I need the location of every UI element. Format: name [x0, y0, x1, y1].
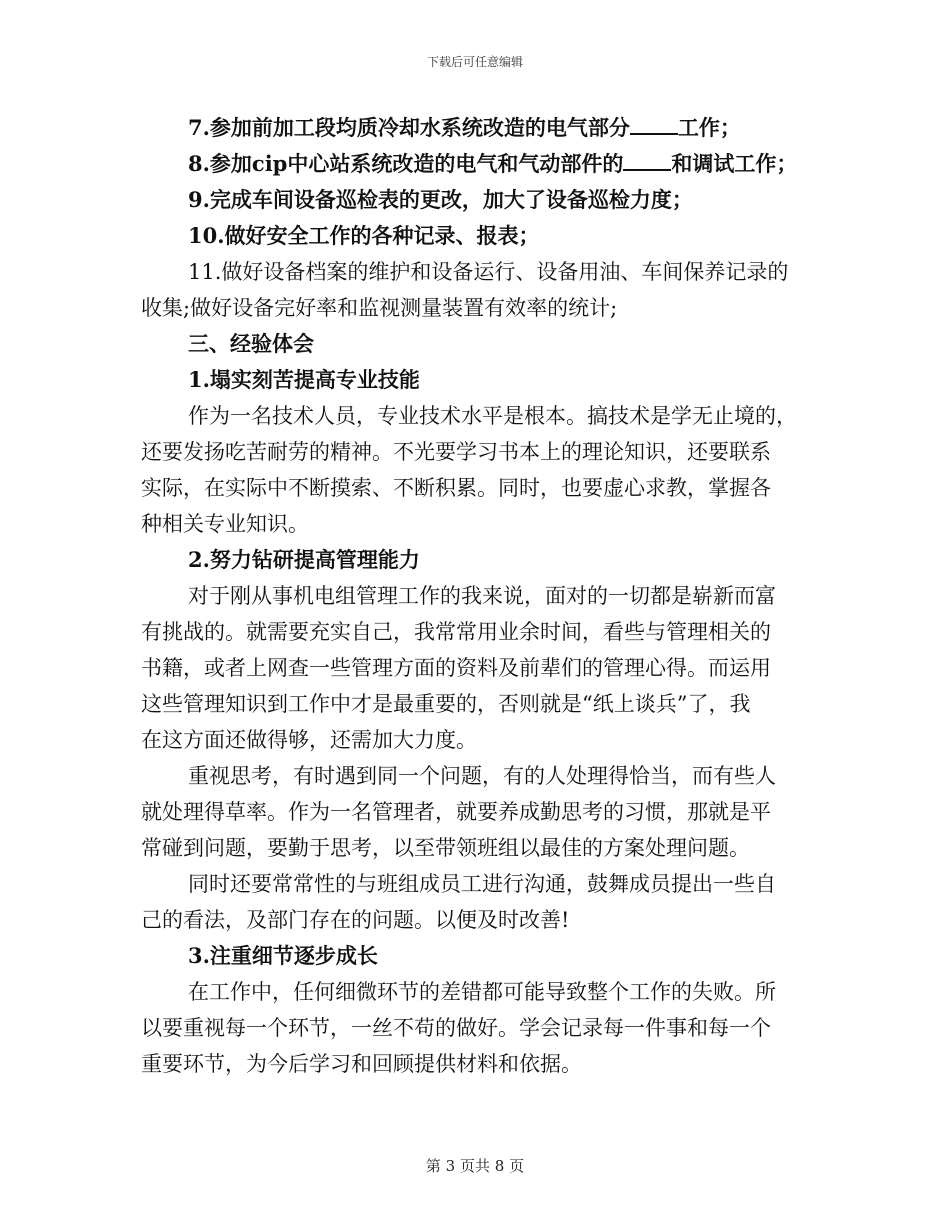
list-item-11-line-2: 收集;做好设备完好率和监视测量装置有效率的统计;	[141, 296, 618, 320]
paragraph-line: 就处理得草率。作为一名管理者，就要养成勤思考的习惯，那就是平	[141, 800, 771, 824]
paragraph-line: 种相关专业知识。	[141, 512, 309, 536]
list-item-11-line-1: 11.做好设备档案的维护和设备运行、设备用油、车间保养记录的	[188, 260, 789, 284]
page-header-note: 下载后可任意编辑	[426, 55, 523, 69]
paragraph-line: 同时还要常常性的与班组成员工进行沟通，鼓舞成员提出一些自	[188, 872, 776, 896]
paragraph-line: 在工作中，任何细微环节的差错都可能导致整个工作的失败。所	[188, 980, 776, 1004]
paragraph-line: 己的看法，及部门存在的问题。以便及时改善!	[141, 908, 570, 932]
page-number: 第 3 页共 8 页	[425, 1157, 525, 1175]
list-item-8-tail: 和调试工作；	[671, 151, 798, 176]
paragraph-line: 这些管理知识到工作中才是最重要的，否则就是“纸上谈兵”了，我	[141, 692, 751, 716]
list-item-8	[141, 146, 809, 182]
fill-blank	[630, 115, 678, 135]
paragraph-line: 常碰到问题，要勤于思考，以至带领班组以最佳的方案处理问题。	[141, 836, 750, 860]
paragraph-line: 在这方面还做得够，还需加大力度。	[141, 728, 477, 752]
paragraph-line: 重要环节，为今后学习和回顾提供材料和依据。	[141, 1052, 582, 1076]
list-item-8-text: 8.参加cip中心站系统改造的电气和气动部件的	[188, 151, 624, 176]
list-item-7-text: 7.参加前加工段均质冷却水系统改造的电气部分	[188, 115, 630, 140]
fill-blank	[623, 151, 671, 171]
paragraph-line: 作为一名技术人员，专业技术水平是根本。搞技术是学无止境的，	[188, 404, 797, 428]
subsection-title-2: 2.努力钻研提高管理能力	[188, 547, 420, 572]
paragraph-line: 以要重视每一个环节，一丝不苟的做好。学会记录每一件事和每一个	[141, 1016, 771, 1040]
list-item-7-tail: 工作；	[677, 115, 741, 140]
list-item-9: 9.完成车间设备巡检表的更改，加大了设备巡检力度；	[188, 187, 693, 212]
subsection-title-3: 3.注重细节逐步成长	[188, 943, 378, 968]
paragraph-line: 重视思考，有时遇到同一个问题，有的人处理得恰当，而有些人	[188, 764, 776, 788]
list-item-10: 10.做好安全工作的各种记录、报表；	[188, 223, 540, 248]
paragraph-line: 实际，在实际中不断摸索、不断积累。同时，也要虚心求教，掌握各	[141, 476, 771, 500]
paragraph-line: 有挑战的。就需要充实自己，我常常用业余时间，看些与管理相关的	[141, 620, 771, 644]
section-heading: 三、经验体会	[188, 331, 314, 356]
paragraph-line: 还要发扬吃苦耐劳的精神。不光要学习书本上的理论知识，还要联系	[141, 440, 771, 464]
list-item-7	[141, 110, 809, 146]
subsection-title-1: 1.塌实刻苦提高专业技能	[188, 367, 420, 392]
document-body	[141, 110, 809, 1082]
paragraph-line: 书籍，或者上网查一些管理方面的资料及前辈们的管理心得。而运用	[141, 656, 771, 680]
paragraph-line: 对于刚从事机电组管理工作的我来说，面对的一切都是崭新而富	[188, 584, 776, 608]
